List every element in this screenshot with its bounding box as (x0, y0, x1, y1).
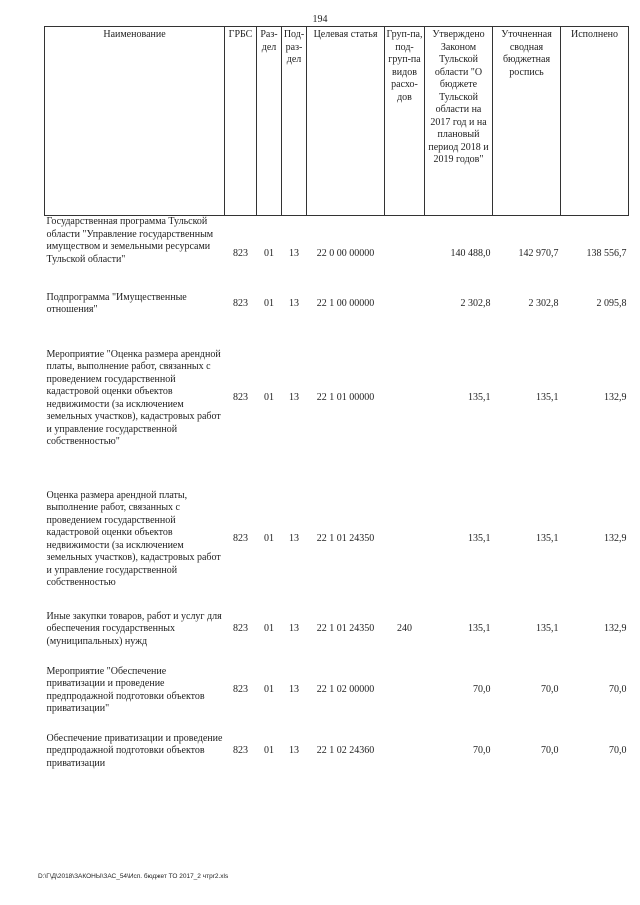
header-podrazdel: Под-раз-дел (282, 27, 307, 216)
header-name: Наименование (45, 27, 225, 216)
table-row (45, 292, 629, 317)
table-row (45, 661, 629, 721)
row-approved: 2 302,8 (460, 297, 491, 309)
row-executed: 2 095,8 (596, 297, 627, 309)
row-razdel: 01 (264, 247, 274, 259)
page-number: 194 (312, 14, 328, 25)
row-podrazdel: 13 (289, 684, 299, 696)
row-podrazdel: 13 (289, 247, 299, 259)
row-group (385, 721, 425, 783)
row-group (385, 481, 425, 599)
row-grbs: 823 (233, 247, 248, 259)
row-razdel: 01 (264, 623, 274, 635)
row-group: 240 (397, 623, 412, 635)
row-executed: 132,9 (604, 533, 627, 545)
row-target: 22 0 00 00000 (316, 247, 375, 259)
row-grbs: 823 (233, 623, 248, 635)
row-name: Мероприятие "Обеспечение приватизации и проведение предпродажной подготовки объектов приватизации" (46, 665, 205, 714)
row-target: 22 1 02 24360 (316, 745, 375, 757)
header-refined: Уточненная сводная бюджетная роспись (493, 27, 561, 216)
row-executed: 138 556,7 (586, 247, 627, 259)
row-approved: 135,1 (468, 392, 491, 404)
budget-table (44, 26, 629, 783)
row-grbs: 823 (233, 297, 248, 309)
row-razdel: 01 (264, 684, 274, 696)
row-razdel: 01 (264, 392, 274, 404)
row-name: Обеспечение приватизации и проведение предпродажной подготовки объектов приватизации (46, 732, 223, 769)
table-row (45, 216, 629, 292)
row-grbs: 823 (233, 392, 248, 404)
row-refined: 70,0 (541, 745, 559, 757)
row-executed: 132,9 (604, 392, 627, 404)
row-refined: 135,1 (536, 623, 559, 635)
row-razdel: 01 (264, 297, 274, 309)
header-group: Груп-па, под-груп-па видов расхо-дов (385, 27, 425, 216)
row-refined: 70,0 (541, 684, 559, 696)
row-name: Оценка размера арендной платы, выполнение работ, связанных с проведением государственной кадастровой оценки объектов недвижимости (за исключением земельных участков), кадастровых работ и управление государственной собственностью (46, 489, 221, 588)
header-target: Целевая статья (307, 27, 385, 216)
header-executed: Исполнено (561, 27, 629, 216)
row-refined: 135,1 (536, 392, 559, 404)
row-grbs: 823 (233, 684, 248, 696)
row-target: 22 1 02 00000 (316, 684, 375, 696)
row-approved: 135,1 (468, 623, 491, 635)
row-approved: 70,0 (473, 684, 491, 696)
table-row (45, 721, 629, 783)
row-executed: 132,9 (604, 623, 627, 635)
row-approved: 140 488,0 (450, 247, 491, 259)
row-grbs: 823 (233, 533, 248, 545)
row-target: 22 1 01 24350 (316, 533, 375, 545)
table-row (45, 599, 629, 661)
file-path-footer: D:\Г\Д\2018\ЗАКОНЫ\ЗАС_54\Исп. бюджет ТО 2017_2 чтpr2.xls (38, 873, 229, 880)
row-podrazdel: 13 (289, 533, 299, 545)
header-row (45, 27, 629, 216)
row-target: 22 1 01 00000 (316, 392, 375, 404)
table-row (45, 481, 629, 599)
row-group (385, 292, 425, 317)
row-target: 22 1 01 24350 (316, 623, 375, 635)
row-group (385, 317, 425, 481)
row-executed: 70,0 (609, 684, 627, 696)
row-group (385, 661, 425, 721)
row-approved: 70,0 (473, 745, 491, 757)
header-razdel: Раз-дел (257, 27, 282, 216)
row-razdel: 01 (264, 745, 274, 757)
row-executed: 70,0 (609, 745, 627, 757)
table-row (45, 317, 629, 481)
header-approved: Утверждено Законом Тульской области "О бюджете Тульской области на 2017 год и на плановый период 2018 и 2019 годов" (425, 27, 493, 216)
row-podrazdel: 13 (289, 297, 299, 309)
row-name: Мероприятие "Оценка размера арендной платы, выполнение работ, связанных с проведением государственной кадастровой оценки объектов недвижимости (за исключением земельных участков), кадастровых работ и управление государственной собственностью" (46, 348, 221, 447)
row-refined: 142 970,7 (518, 247, 559, 259)
row-podrazdel: 13 (289, 745, 299, 757)
row-name: Иные закупки товаров, работ и услуг для обеспечения государственных (муниципальных) нужд (46, 610, 222, 647)
row-name: Государственная программа Тульской области "Управление государственным имуществом и земельными ресурсами Тульской области" (46, 216, 214, 265)
row-target: 22 1 00 00000 (316, 297, 375, 309)
row-podrazdel: 13 (289, 623, 299, 635)
row-name: Подпрограмма "Имущественные отношения" (46, 291, 187, 315)
row-group (385, 216, 425, 292)
row-refined: 135,1 (536, 533, 559, 545)
header-grbs: ГРБС (225, 27, 257, 216)
row-podrazdel: 13 (289, 392, 299, 404)
row-razdel: 01 (264, 533, 274, 545)
row-approved: 135,1 (468, 533, 491, 545)
row-grbs: 823 (233, 745, 248, 757)
row-refined: 2 302,8 (528, 297, 559, 309)
